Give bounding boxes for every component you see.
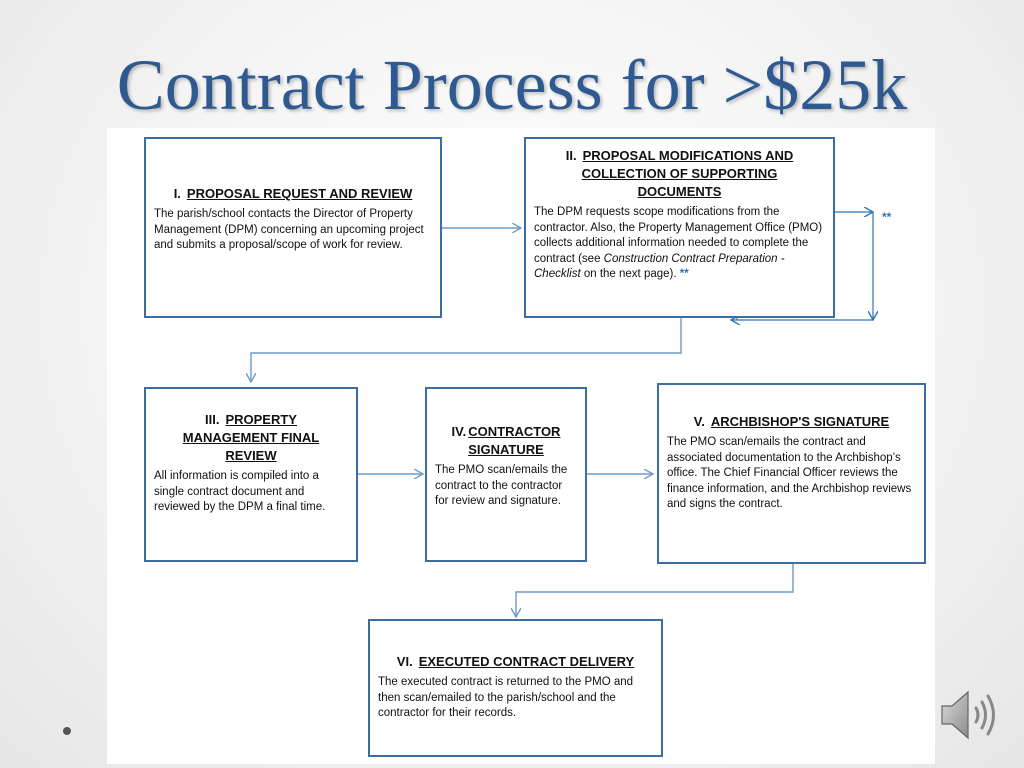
step-4-number: IV. <box>451 424 467 439</box>
slide-title: Contract Process for >$25k <box>116 45 908 125</box>
step-3-body: All information is compiled into a single contract document and reviewed by the DPM a final time. <box>154 470 326 513</box>
step-2-box <box>524 137 835 318</box>
step-4-title: CONTRACTOR SIGNATURE <box>468 424 561 457</box>
loop-stars: ** <box>882 210 892 224</box>
step-3-number: III. <box>205 412 220 427</box>
step-2-body-text: The DPM requests scope modifications from the contractor. Also, the Property Management Office (PMO) collects additional information needed to complete the contract (see <box>534 206 823 265</box>
step-1-title: PROPOSAL REQUEST AND REVIEW <box>186 186 413 201</box>
step-2-body <box>534 205 825 283</box>
step-3-title: PROPERTY MANAGEMENT FINAL REVIEW <box>182 412 320 463</box>
step-5-number: V. <box>693 414 705 429</box>
step-5-heading <box>667 413 916 431</box>
step-3-heading <box>154 411 348 465</box>
step-2-stars: ** <box>679 268 689 280</box>
step-2-body-tail: on the next page). <box>580 268 677 280</box>
step-5-box <box>657 383 926 564</box>
step-1-heading <box>154 185 432 203</box>
step-4-box <box>425 387 587 562</box>
step-6-heading <box>378 653 653 671</box>
step-1-box <box>144 137 442 318</box>
arrow-5-to-6 <box>516 564 793 617</box>
step-1-number: I. <box>173 186 181 201</box>
arrow-2-to-3 <box>251 318 681 382</box>
step-2-title: PROPOSAL MODIFICATIONS AND COLLECTION OF SUPPORTING DOCUMENTS <box>581 148 794 199</box>
step-6-body: The executed contract is returned to the PMO and then scan/emailed to the parish/school and the contractor for their records. <box>378 676 634 719</box>
step-6-box <box>368 619 663 757</box>
step-6-title: EXECUTED CONTRACT DELIVERY <box>418 654 635 669</box>
step-2-heading <box>534 147 825 201</box>
step-4-body: The PMO scan/emails the contract to the contractor for review and signature. <box>435 464 568 507</box>
step-5-title: ARCHBISHOP'S SIGNATURE <box>710 414 890 429</box>
step-1-body: The parish/school contacts the Director of Property Management (DPM) concerning an upcoming project and submits a proposal/scope of work for review. <box>154 208 424 251</box>
speaker-icon[interactable] <box>936 682 1006 753</box>
step-6-number: VI. <box>396 654 413 669</box>
bullet-icon <box>63 727 71 735</box>
step-5-body: The PMO scan/emails the contract and associated documentation to the Archbishop’s office. The Chief Financial Officer reviews the finance information, and the Archbishop reviews and signs the contract. <box>667 436 912 510</box>
step-4-heading <box>435 423 577 459</box>
flowchart-panel <box>107 128 935 764</box>
checklist-reference: Construction Contract Preparation - Checklist <box>534 252 785 280</box>
step-3-box <box>144 387 358 562</box>
step-2-number: II. <box>565 148 577 163</box>
